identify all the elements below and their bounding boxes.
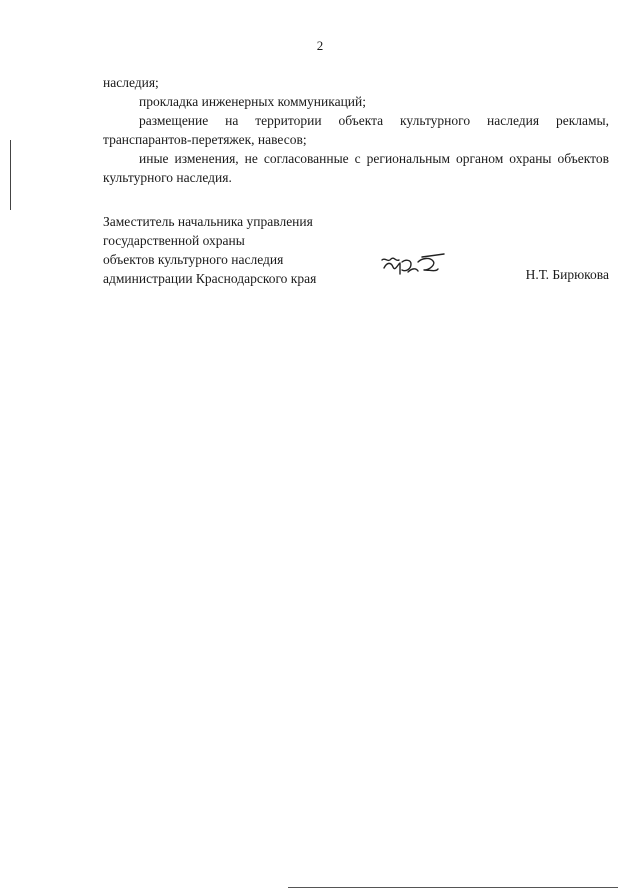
footer-divider <box>288 887 618 888</box>
position-line: Заместитель начальника управления <box>103 214 313 229</box>
paragraph-heritage-end: наследия; <box>103 75 159 90</box>
paragraph-other-changes: иные изменения, не согласованные с региональным органом охраны объектов культурного наследия. <box>103 151 609 185</box>
paragraph-utilities: прокладка инженерных коммуникаций; <box>139 94 367 109</box>
position-line: государственной охраны <box>103 233 245 248</box>
handwritten-signature <box>378 250 448 282</box>
position-line: администрации Краснодарского края <box>103 271 317 286</box>
margin-mark <box>10 140 11 210</box>
signatory-position <box>103 212 316 288</box>
position-line: объектов культурного наследия <box>103 252 284 267</box>
document-body <box>103 73 609 187</box>
paragraph-advertising: размещение на территории объекта культурного наследия рекламы, транспарантов-перетяжек, навесов; <box>103 113 609 147</box>
signer-name: Н.Т. Бирюкова <box>525 267 609 282</box>
page-number: 2 <box>316 38 324 53</box>
